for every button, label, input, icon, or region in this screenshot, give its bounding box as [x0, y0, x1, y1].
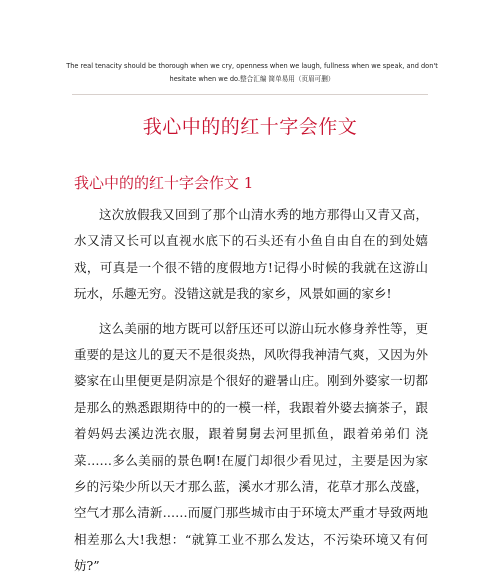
document-title: 我心中的的红十字会作文: [142, 116, 358, 138]
page-header: [66, 60, 438, 86]
paragraph: 这么美丽的地方既可以舒压还可以游山玩水修身养性等，更重要的是这儿的夏天不是很炎热，风吹得我神清气爽，又因为外婆家在山里便更是阴凉是个很好的避暑山庄。刚到外婆家一切都是那么的熟悉跟期待中的的一模一样，我跟着外婆去摘茶子，跟着妈妈去溪边洗衣服，跟着舅舅去河里抓鱼，跟着弟弟们 浇菜……多么美丽的景色啊!在厦门却很少看见过，主要是因为家乡的污染少所以天才那么蓝，溪水才那么清，花草才那么茂盛，空气才那么清新……而厦门那些城市由于环境太严重才导致两地相差那么大!我想：“就算工业不那么发达，不污染环境又有何妨?”: [74, 320, 428, 574]
paragraph: 这次放假我又回到了那个山清水秀的地方那得山又青又高，水又清又长可以直视水底下的石头还有小鱼自由自在的到处嬉戏，可真是一个很不错的度假地方!记得小时候的我就在这游山玩水，乐趣无穷。没错这就是我的家乡，风景如画的家乡!: [74, 207, 428, 302]
section-title: 我心中的的红十字会作文 1: [74, 174, 254, 192]
header-divider: [72, 94, 428, 95]
header-line-1: The real tenacity should be thorough when we cry, openness when we laugh, fullness when we speak, and don't: [66, 62, 438, 70]
document-body: [74, 202, 428, 588]
header-line-2: hesitate when we do.整合汇编 简单易用（页眉可删）: [169, 75, 335, 83]
